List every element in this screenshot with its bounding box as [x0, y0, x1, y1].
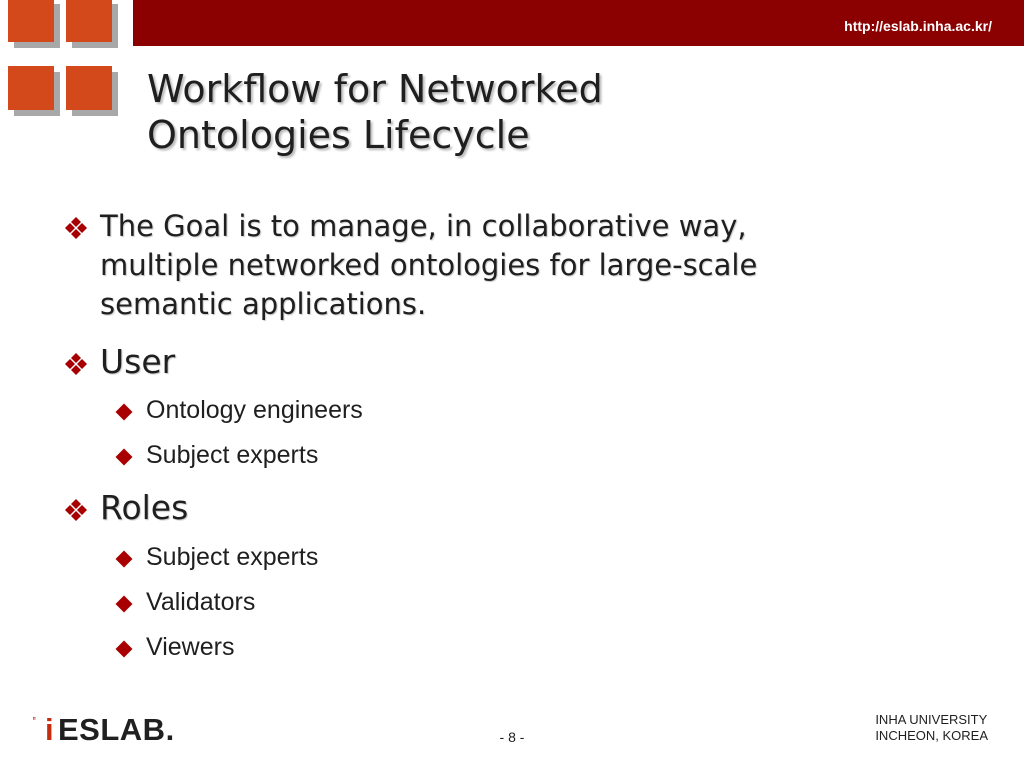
four-diamond-bullet-icon: [63, 351, 89, 377]
bullet-goal: [100, 207, 920, 324]
university-label: [875, 712, 988, 744]
diamond-bullet-icon: [116, 449, 133, 466]
logo-text: ESLAB.: [58, 712, 175, 747]
university-line-1: INHA UNIVERSITY: [875, 712, 988, 727]
bullet-roles: Roles: [100, 488, 189, 527]
bullet-user: User: [100, 342, 176, 381]
diamond-bullet-icon: [116, 551, 133, 568]
bullet-goal-line-2: multiple networked ontologies for large-scale: [100, 248, 758, 282]
roles-item-validators: Validators: [146, 588, 256, 616]
roles-item-viewers: Viewers: [146, 633, 235, 661]
diamond-bullet-icon: [116, 641, 133, 658]
user-item-ontology-engineers: Ontology engineers: [146, 396, 363, 424]
bullet-goal-line-1: The Goal is to manage, in collaborative way,: [100, 209, 747, 243]
four-diamond-bullet-icon: [63, 497, 89, 523]
title-line-1: Workflow for Networked: [147, 67, 603, 111]
header-url: http://eslab.inha.ac.kr/: [844, 18, 992, 34]
university-line-2: INCHEON, KOREA: [875, 728, 988, 743]
four-diamond-bullet-icon: [63, 215, 89, 241]
roles-item-subject-experts: Subject experts: [146, 543, 319, 571]
user-item-subject-experts: Subject experts: [146, 441, 319, 469]
title-line-2: Ontologies Lifecycle: [147, 113, 530, 157]
logo-i-letter: i: [45, 712, 54, 747]
bullet-goal-line-3: semantic applications.: [100, 287, 427, 321]
diamond-bullet-icon: [116, 404, 133, 421]
diamond-bullet-icon: [116, 596, 133, 613]
page-number: - 8 -: [499, 729, 525, 745]
